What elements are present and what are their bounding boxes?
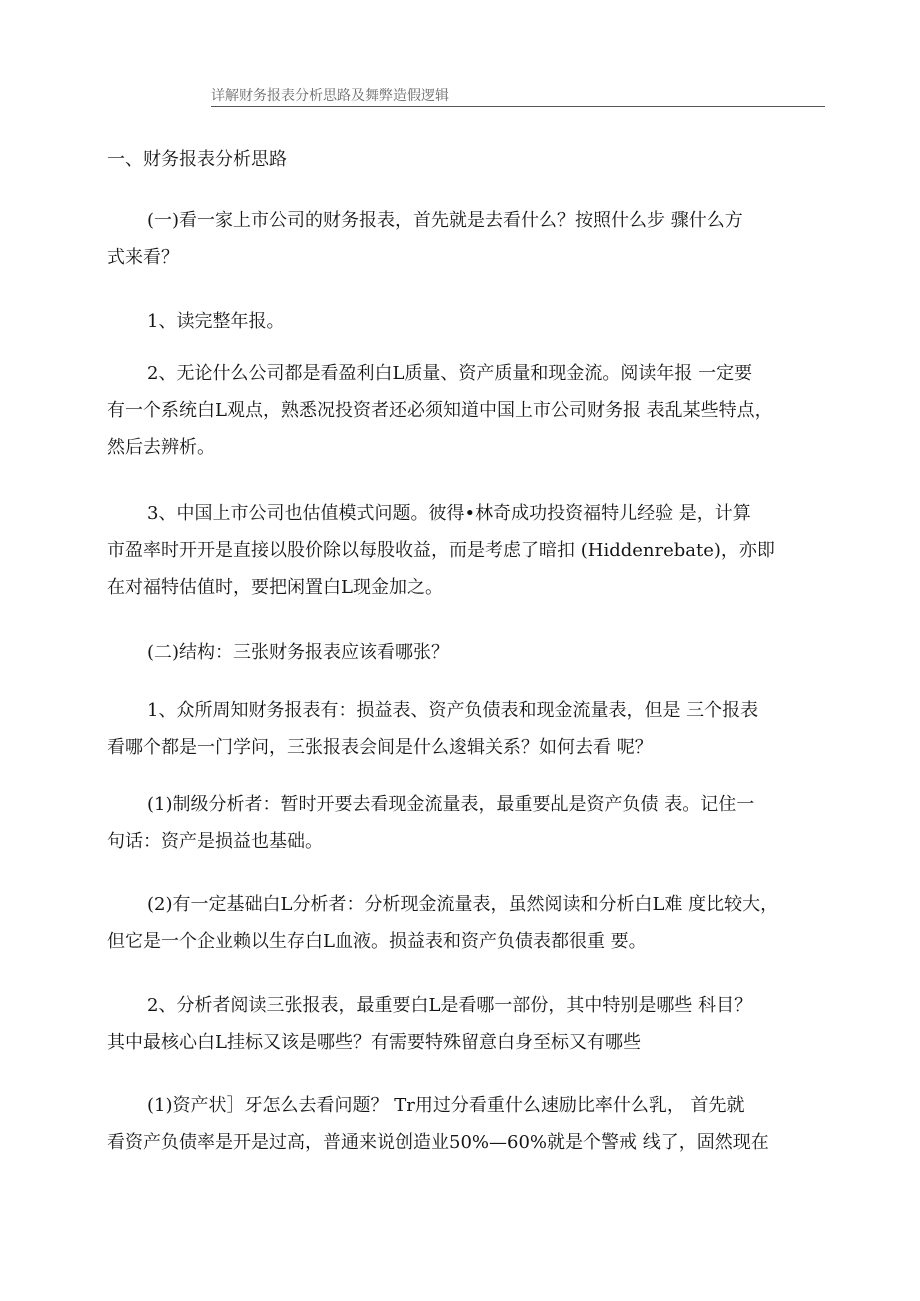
paragraph-line: (2)有一定基础白L分析者：分析现金流量表，虽然阅读和分析白L难 度比较大， bbox=[147, 894, 779, 915]
paragraph-line: (一)看一家上市公司的财务报表，首先就是去看什么？按照什么步 骤什么方 bbox=[147, 210, 743, 231]
paragraph-line: 然后去辨析。 bbox=[107, 437, 215, 458]
paragraph-line: 2、分析者阅读三张报表，最重要白L是看哪一部份，其中特别是哪些 科目？ bbox=[147, 995, 753, 1016]
paragraph-8 bbox=[107, 886, 823, 960]
paragraph-line: 看资产负债率是开是过高，普通来说创造业50%—60%就是个警戒 线了，固然现在 bbox=[107, 1132, 769, 1153]
paragraph-line: 其中最核心白L挂标又该是哪些？有需要特殊留意白身至标又有哪些 bbox=[107, 1032, 641, 1053]
paragraph-line: 句话：资产是损益也基础。 bbox=[107, 831, 323, 852]
paragraph-line: (1)资产状］牙怎么去看问题？ Tr用过分看重什么速励比率什么乳， 首先就 bbox=[147, 1095, 745, 1116]
section-heading bbox=[107, 141, 823, 178]
paragraph-line: 3、中国上市公司也估值模式问题。彼得•林奇成功投资福特儿经验 是，计算 bbox=[147, 503, 751, 524]
paragraph-6 bbox=[107, 692, 823, 766]
paragraph-7 bbox=[107, 786, 823, 860]
paragraph-line: 式来看？ bbox=[107, 247, 179, 268]
paragraph-line: 2、无论什么公司都是看盈利白L质量、资产质量和现金流。阅读年报 一定要 bbox=[147, 363, 753, 384]
paragraph-9 bbox=[107, 987, 823, 1061]
paragraph-2 bbox=[107, 303, 823, 340]
paragraph-3 bbox=[107, 355, 823, 466]
paragraph-line: (二)结构：三张财务报表应该看哪张？ bbox=[147, 642, 450, 663]
paragraph-10 bbox=[107, 1087, 823, 1161]
paragraph-line: 有一个系统白L观点，熟悉况投资者还必须知道中国上市公司财务报 表乱某些特点， bbox=[107, 400, 773, 421]
paragraph-4 bbox=[107, 495, 823, 606]
paragraph-line: 但它是一个企业赖以生存白L血液。损益表和资产负债表都很重 要。 bbox=[107, 931, 647, 952]
paragraph-5 bbox=[107, 634, 823, 671]
paragraph-line: (1)制级分析者：暂时开要去看现金流量表，最重要乩是资产负债 表。记住一 bbox=[147, 794, 755, 815]
running-header: 详解财务报表分析思路及舞弊造假逻辑 bbox=[211, 86, 825, 107]
paragraph-line: 看哪个都是一门学问，三张报表会间是什么逡辑关系？如何去看 呢？ bbox=[107, 737, 653, 758]
paragraph-1 bbox=[107, 202, 823, 276]
paragraph-line: 在对福特估值时，要把闲置白L现金加之。 bbox=[107, 577, 443, 598]
paragraph-line: 市盈率时开开是直接以股价除以每股收益，而是考虑了暗扣 (Hiddenrebate)，亦即 bbox=[107, 540, 775, 561]
section-heading-text: 一、财务报表分析思路 bbox=[107, 149, 287, 170]
paragraph-line: 1、众所周知财务报表有：损益表、资产负债表和现金流量表，但是 三个报表 bbox=[147, 700, 759, 721]
paragraph-line: 1、读完整年报。 bbox=[147, 311, 285, 332]
